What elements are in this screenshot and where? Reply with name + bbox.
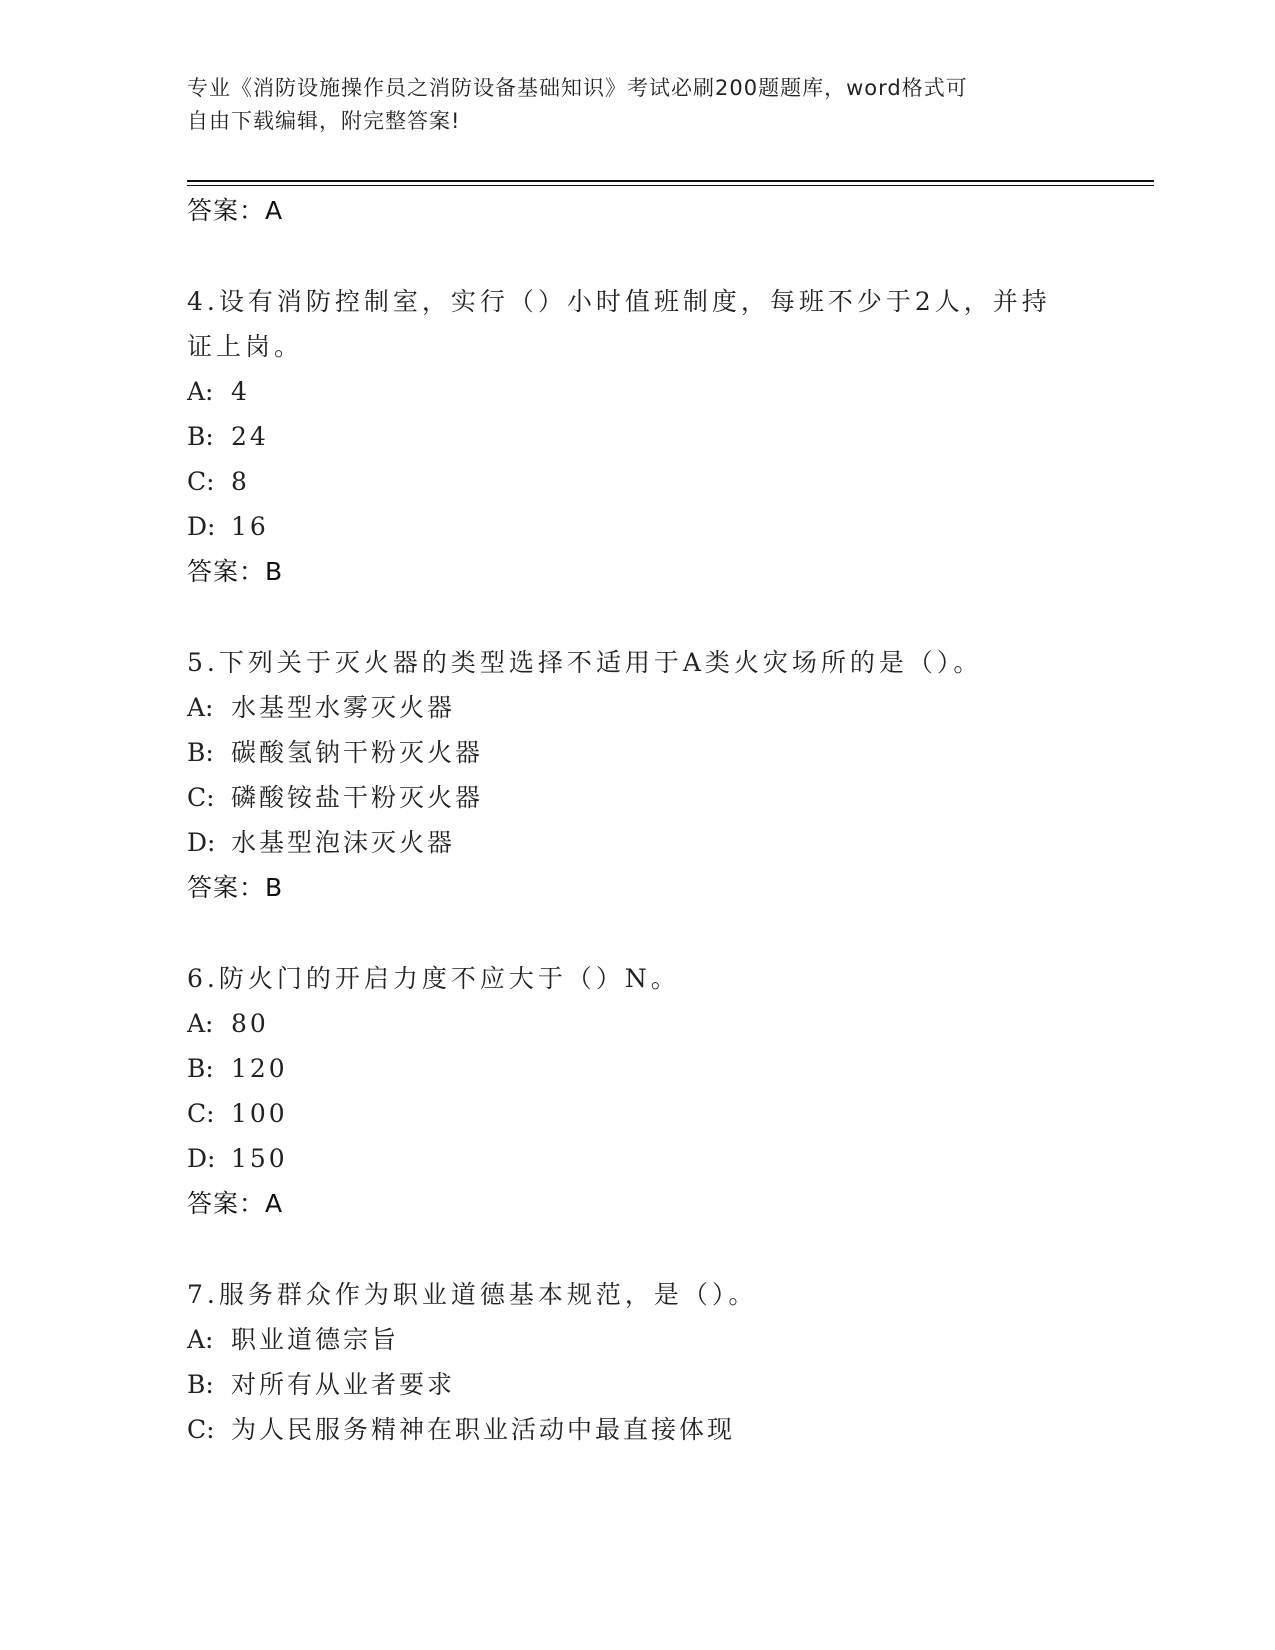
option-c: C: 为人民服务精神在职业活动中最直接体现 (187, 1415, 736, 1444)
option-c: C: 100 (187, 1099, 288, 1128)
option-a: A: 水基型水雾灭火器 (187, 693, 456, 722)
question-text (187, 640, 1067, 685)
option-c: C: 磷酸铵盐干粉灭火器 (187, 783, 484, 812)
option-b: B: 碳酸氢钠干粉灭火器 (187, 738, 484, 767)
question-text (187, 279, 1067, 369)
question-text (187, 956, 1067, 1001)
question-text-line: 5.下列关于灭火器的类型选择不适用于A类火灾场所的是（）。 (187, 648, 983, 677)
option-b: B: 24 (187, 422, 269, 451)
option-d: D: 水基型泡沫灭火器 (187, 828, 456, 857)
question-text-line: 4.设有消防控制室，实行（）小时值班制度，每班不少于2人，并持 (187, 287, 1051, 316)
question-text-line: 6.防火门的开启力度不应大于（）N。 (187, 964, 680, 993)
question-text (187, 1272, 1067, 1317)
question-text-line: 证上岗。 (187, 332, 304, 361)
option-b: B: 对所有从业者要求 (187, 1370, 456, 1399)
answer-line: 答案：A (187, 196, 284, 225)
option-b: B: 120 (187, 1054, 288, 1083)
option-c: C: 8 (187, 467, 250, 496)
document-header (187, 72, 1087, 138)
answer-line: 答案：B (187, 557, 284, 586)
option-a: A: 4 (187, 377, 250, 406)
option-a: A: 80 (187, 1009, 269, 1038)
header-line-2: 自由下载编辑，附完整答案! (187, 109, 461, 133)
answer-line: 答案：B (187, 873, 284, 902)
question-item (187, 279, 1087, 594)
header-divider (187, 180, 1154, 182)
option-d: D: 150 (187, 1144, 288, 1173)
option-d: D: 16 (187, 512, 269, 541)
question-item (187, 640, 1087, 910)
header-line-1: 专业《消防设施操作员之消防设备基础知识》考试必刷200题题库，word格式可 (187, 76, 968, 100)
question-item (187, 1272, 1087, 1452)
answer-line: 答案：A (187, 1189, 284, 1218)
header-divider-thin (187, 185, 1154, 186)
question-list (187, 188, 1087, 1452)
option-a: A: 职业道德宗旨 (187, 1325, 400, 1354)
question-item (187, 956, 1087, 1226)
question-text-line: 7.服务群众作为职业道德基本规范，是（）。 (187, 1280, 758, 1309)
